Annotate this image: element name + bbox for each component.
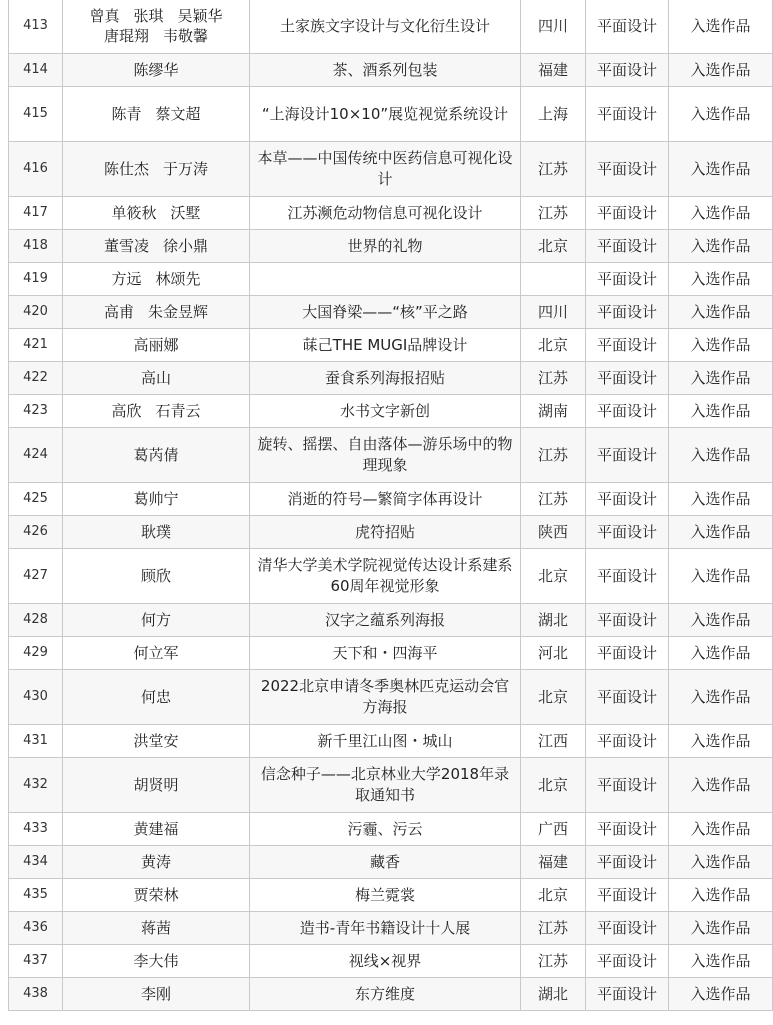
entry-category: 平面设计 (586, 516, 669, 549)
entry-authors (63, 604, 250, 637)
table-row (9, 813, 773, 846)
entry-number: 421 (9, 329, 63, 362)
table-row (9, 87, 773, 142)
entry-province: 福建 (521, 54, 586, 87)
author-name: 唐琨翔 (103, 27, 149, 45)
entry-number: 419 (9, 263, 63, 296)
entry-category: 平面设计 (586, 637, 669, 670)
entry-number: 418 (9, 230, 63, 263)
entry-authors (63, 549, 250, 604)
entry-number: 436 (9, 912, 63, 945)
entry-province: 广西 (521, 813, 586, 846)
entry-category: 平面设计 (586, 395, 669, 428)
entry-authors (63, 263, 250, 296)
entry-title: 新千里江山图・城山 (250, 725, 521, 758)
author-name: 沃墅 (170, 204, 201, 222)
entry-number: 437 (9, 945, 63, 978)
entry-title: 汉字之蕴系列海报 (250, 604, 521, 637)
entry-result: 入选作品 (669, 483, 773, 516)
entry-number: 423 (9, 395, 63, 428)
author-name: 葛帅宁 (133, 490, 179, 508)
entry-number: 426 (9, 516, 63, 549)
table-row (9, 879, 773, 912)
table-row (9, 0, 773, 54)
entry-title: 消逝的符号—繁简字体再设计 (250, 483, 521, 516)
entry-province: 北京 (521, 758, 586, 813)
author-name: 陈仕杰 (103, 160, 149, 178)
table-row (9, 549, 773, 604)
entry-province: 福建 (521, 846, 586, 879)
entry-authors (63, 813, 250, 846)
entry-result: 入选作品 (669, 758, 773, 813)
entry-result: 入选作品 (669, 516, 773, 549)
entry-title: “上海设计10×10”展览视觉系统设计 (250, 87, 521, 142)
author-name: 吴颖华 (177, 7, 223, 25)
table-row (9, 846, 773, 879)
entry-province: 湖南 (521, 395, 586, 428)
entry-category: 平面设计 (586, 725, 669, 758)
entry-category: 平面设计 (586, 230, 669, 263)
author-name: 张琪 (133, 7, 164, 25)
author-name: 高丽娜 (133, 336, 179, 354)
entry-authors (63, 395, 250, 428)
entry-result: 入选作品 (669, 362, 773, 395)
author-name: 于万涛 (163, 160, 209, 178)
entry-authors (63, 54, 250, 87)
entry-result: 入选作品 (669, 846, 773, 879)
table-row (9, 197, 773, 230)
table-row (9, 395, 773, 428)
entry-authors (63, 758, 250, 813)
entry-result: 入选作品 (669, 549, 773, 604)
entry-title: 菋己THE MUGI品牌设计 (250, 329, 521, 362)
author-name: 单筱秋 (111, 204, 157, 222)
entry-province: 江苏 (521, 483, 586, 516)
entry-title: 造书-青年书籍设计十人展 (250, 912, 521, 945)
entry-title: 信念种子——北京林业大学2018年录取通知书 (250, 758, 521, 813)
entry-category: 平面设计 (586, 758, 669, 813)
entry-province: 河北 (521, 637, 586, 670)
entry-authors (63, 637, 250, 670)
table-row (9, 362, 773, 395)
entry-category: 平面设计 (586, 0, 669, 54)
entry-number: 429 (9, 637, 63, 670)
entry-result: 入选作品 (669, 0, 773, 54)
entry-category: 平面设计 (586, 604, 669, 637)
table-row (9, 637, 773, 670)
entry-title: 视线×视界 (250, 945, 521, 978)
entry-category: 平面设计 (586, 912, 669, 945)
entry-province: 江苏 (521, 362, 586, 395)
author-name: 方远 (111, 270, 142, 288)
entry-province: 江苏 (521, 197, 586, 230)
entry-category: 平面设计 (586, 483, 669, 516)
author-name: 洪堂安 (133, 732, 179, 750)
entry-category: 平面设计 (586, 879, 669, 912)
entries-table (8, 0, 773, 1011)
table-row (9, 329, 773, 362)
entry-authors (63, 978, 250, 1011)
author-name: 蒋茜 (140, 919, 171, 937)
author-name: 黄涛 (140, 853, 171, 871)
entry-province: 江西 (521, 725, 586, 758)
entry-authors (63, 362, 250, 395)
entry-result: 入选作品 (669, 813, 773, 846)
entry-number: 438 (9, 978, 63, 1011)
table-row (9, 758, 773, 813)
entry-authors (63, 0, 250, 54)
entry-authors (63, 197, 250, 230)
entry-category: 平面设计 (586, 329, 669, 362)
entry-category: 平面设计 (586, 54, 669, 87)
entry-number: 422 (9, 362, 63, 395)
entry-title: 大国脊梁——“核”平之路 (250, 296, 521, 329)
entry-authors (63, 428, 250, 483)
entry-result: 入选作品 (669, 637, 773, 670)
entry-authors (63, 879, 250, 912)
entry-province: 江苏 (521, 912, 586, 945)
table-row (9, 912, 773, 945)
entry-province: 北京 (521, 549, 586, 604)
entry-number: 416 (9, 142, 63, 197)
entry-number: 435 (9, 879, 63, 912)
author-name: 高甫 (103, 303, 134, 321)
entry-category: 平面设计 (586, 87, 669, 142)
entry-result: 入选作品 (669, 879, 773, 912)
entry-number: 431 (9, 725, 63, 758)
entry-province: 江苏 (521, 142, 586, 197)
author-name: 高欣 (111, 402, 142, 420)
entry-title: 旋转、摇摆、自由落体—游乐场中的物理现象 (250, 428, 521, 483)
entry-title: 2022北京申请冬季奥林匹克运动会官方海报 (250, 670, 521, 725)
entry-number: 424 (9, 428, 63, 483)
entry-result: 入选作品 (669, 912, 773, 945)
entry-authors (63, 516, 250, 549)
entry-authors (63, 142, 250, 197)
author-name: 朱金昱辉 (148, 303, 209, 321)
entry-authors (63, 945, 250, 978)
entry-result: 入选作品 (669, 604, 773, 637)
author-name: 顾欣 (140, 567, 171, 585)
table-row (9, 483, 773, 516)
entry-province: 北京 (521, 230, 586, 263)
table-row (9, 230, 773, 263)
entry-title: 水书文字新创 (250, 395, 521, 428)
entry-title: 藏香 (250, 846, 521, 879)
entry-result: 入选作品 (669, 978, 773, 1011)
entry-authors (63, 296, 250, 329)
entry-result: 入选作品 (669, 395, 773, 428)
entry-title: 东方维度 (250, 978, 521, 1011)
entry-title: 世界的礼物 (250, 230, 521, 263)
entry-province: 江苏 (521, 428, 586, 483)
entry-result: 入选作品 (669, 670, 773, 725)
entry-authors (63, 483, 250, 516)
author-name: 何方 (140, 611, 171, 629)
table-row (9, 428, 773, 483)
entry-category: 平面设计 (586, 846, 669, 879)
entry-title: 蚕食系列海报招贴 (250, 362, 521, 395)
entry-authors (63, 912, 250, 945)
entry-province: 四川 (521, 0, 586, 54)
entry-province: 北京 (521, 329, 586, 362)
entry-title: 污霾、污云 (250, 813, 521, 846)
entry-number: 425 (9, 483, 63, 516)
entry-province: 北京 (521, 670, 586, 725)
entry-category: 平面设计 (586, 362, 669, 395)
entry-number: 413 (9, 0, 63, 54)
entry-result: 入选作品 (669, 263, 773, 296)
author-name: 黄建福 (133, 820, 179, 838)
table-row (9, 725, 773, 758)
entry-result: 入选作品 (669, 329, 773, 362)
entry-authors (63, 670, 250, 725)
author-name: 石青云 (155, 402, 201, 420)
entry-result: 入选作品 (669, 230, 773, 263)
entry-title: 本草——中国传统中医药信息可视化设计 (250, 142, 521, 197)
author-name: 李大伟 (133, 952, 179, 970)
entry-authors (63, 329, 250, 362)
entry-title: 梅兰霓裳 (250, 879, 521, 912)
entry-number: 428 (9, 604, 63, 637)
author-name: 高山 (140, 369, 171, 387)
entry-result: 入选作品 (669, 945, 773, 978)
author-name: 徐小鼎 (163, 237, 209, 255)
table-row (9, 142, 773, 197)
entry-category: 平面设计 (586, 263, 669, 296)
author-name: 胡贤明 (133, 776, 179, 794)
entry-result: 入选作品 (669, 54, 773, 87)
entry-province: 江苏 (521, 945, 586, 978)
table-row (9, 263, 773, 296)
entry-category: 平面设计 (586, 945, 669, 978)
entry-title: 虎符招贴 (250, 516, 521, 549)
table-row (9, 945, 773, 978)
table-row (9, 54, 773, 87)
author-name: 何忠 (140, 688, 171, 706)
entry-number: 430 (9, 670, 63, 725)
entry-category: 平面设计 (586, 813, 669, 846)
entry-authors (63, 230, 250, 263)
table-row (9, 516, 773, 549)
author-name: 何立军 (133, 644, 179, 662)
author-name: 耿璞 (140, 523, 171, 541)
author-name: 韦敬馨 (163, 27, 209, 45)
entry-category: 平面设计 (586, 197, 669, 230)
entry-number: 415 (9, 87, 63, 142)
entry-result: 入选作品 (669, 142, 773, 197)
entry-province: 陕西 (521, 516, 586, 549)
entry-province: 四川 (521, 296, 586, 329)
entry-number: 414 (9, 54, 63, 87)
entry-number: 434 (9, 846, 63, 879)
entry-province: 上海 (521, 87, 586, 142)
author-name: 李刚 (140, 985, 171, 1003)
entry-number: 432 (9, 758, 63, 813)
entry-province: 湖北 (521, 604, 586, 637)
entry-number: 417 (9, 197, 63, 230)
entry-authors (63, 725, 250, 758)
author-name: 贾荣林 (133, 886, 179, 904)
entry-result: 入选作品 (669, 87, 773, 142)
entry-category: 平面设计 (586, 549, 669, 604)
entry-category: 平面设计 (586, 296, 669, 329)
table-row (9, 604, 773, 637)
entry-province: 北京 (521, 879, 586, 912)
table-row (9, 978, 773, 1011)
author-name: 陈缪华 (133, 61, 179, 79)
entry-number: 427 (9, 549, 63, 604)
entries-table-body (9, 0, 773, 1011)
entry-title: 清华大学美术学院视觉传达设计系建系60周年视觉形象 (250, 549, 521, 604)
author-name: 董雪凌 (103, 237, 149, 255)
entry-title: 江苏濒危动物信息可视化设计 (250, 197, 521, 230)
entry-result: 入选作品 (669, 197, 773, 230)
entry-category: 平面设计 (586, 428, 669, 483)
table-row (9, 296, 773, 329)
entry-category: 平面设计 (586, 142, 669, 197)
entry-result: 入选作品 (669, 296, 773, 329)
entry-number: 433 (9, 813, 63, 846)
entry-category: 平面设计 (586, 670, 669, 725)
entry-category: 平面设计 (586, 978, 669, 1011)
entry-title: 天下和・四海平 (250, 637, 521, 670)
entry-province (521, 263, 586, 296)
entry-authors (63, 846, 250, 879)
entry-result: 入选作品 (669, 428, 773, 483)
author-name: 林颂先 (155, 270, 201, 288)
entry-title: 茶、酒系列包装 (250, 54, 521, 87)
author-name: 曾真 (89, 7, 120, 25)
entry-authors (63, 87, 250, 142)
entry-title (250, 263, 521, 296)
author-name: 蔡文超 (155, 105, 201, 123)
table-row (9, 670, 773, 725)
entry-number: 420 (9, 296, 63, 329)
author-name: 陈青 (111, 105, 142, 123)
entry-province: 湖北 (521, 978, 586, 1011)
entry-result: 入选作品 (669, 725, 773, 758)
entry-title: 土家族文字设计与文化衍生设计 (250, 0, 521, 54)
author-name: 葛芮倩 (133, 446, 179, 464)
